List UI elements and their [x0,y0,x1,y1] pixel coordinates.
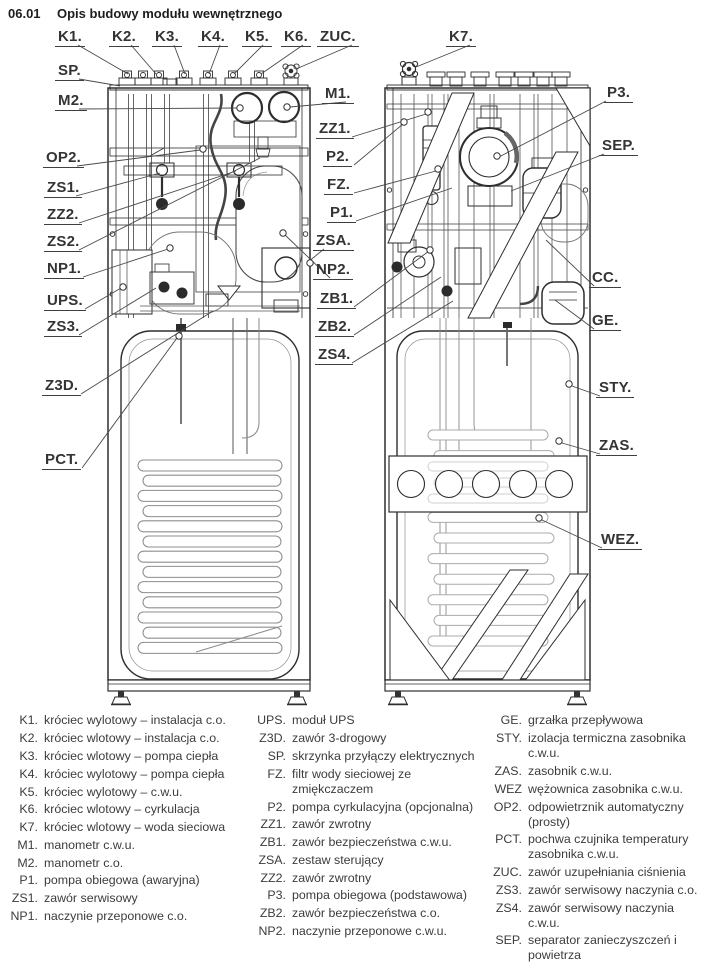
legend-abbr: NP1. [10,908,38,923]
coil-left [138,460,282,653]
legend-abbr: UPS. [257,713,286,728]
legend-column-2 [246,712,478,940]
legend-abbr: ZB2. [259,906,286,921]
legend-desc: zawór zwrotny [292,817,372,832]
legend-abbr: K7. [19,820,38,835]
legend-abbr: GE. [500,713,522,728]
legend-row [6,872,242,890]
tank-port-band [389,456,587,512]
legend-abbr: NP2. [258,923,286,938]
label-k4: K4. [198,28,228,47]
legend-desc: naczynie przeponowe c.w.u. [292,923,447,938]
legend-desc: króciec wylotowy – c.w.u. [44,784,183,799]
adjustable-foot [287,691,307,705]
legend-abbr: P3. [267,888,286,903]
legend-row [6,783,242,801]
legend-desc: zawór 3-drogowy [292,731,387,746]
label-p1: P1. [327,204,356,223]
expansion-vessel-np2 [236,166,302,282]
legend-row [480,780,704,798]
legend-desc: grzałka przepływowa [528,713,644,728]
legend-row [480,831,704,864]
legend-desc: króciec wylotowy – pompa ciepła [44,766,225,781]
label-sep: SEP. [599,137,638,156]
legend-row [246,816,478,834]
label-p2: P2. [323,148,352,167]
legend-abbr: ZS1. [11,891,38,906]
legend-row [246,887,478,905]
flow-heater-ge [542,282,584,324]
legend-desc: króciec wlotowy – pompa ciepła [44,748,219,763]
legend-desc: zawór bezpieczeństwa c.o. [292,906,441,921]
legend-row [6,890,242,908]
legend-abbr: FZ. [267,766,286,781]
label-k5: K5. [242,28,272,47]
legend-abbr: Z3D. [259,731,286,746]
label-np1: NP1. [44,260,84,279]
legend-desc: odpowietrznik automatyczny (prosty) [528,799,684,829]
label-op2: OP2. [43,149,84,168]
expansion-vessel-np1 [144,232,236,314]
legend-row [6,765,242,783]
legend-row [246,798,478,816]
legend-row [6,908,242,926]
label-ups: UPS. [44,292,86,311]
right-drawing-rear-view [385,61,590,704]
legend-abbr: ZB1. [259,835,286,850]
legend-row [246,905,478,923]
legend-desc: zawór bezpieczeństwa c.w.u. [292,835,452,850]
zuc-valve [283,64,299,85]
legend-abbr: ZS4. [495,900,522,915]
legend-abbr: P1. [19,873,38,888]
legend-abbr: OP2. [493,799,522,814]
legend-row [6,836,242,854]
legend-desc: moduł UPS [292,713,355,728]
legend-abbr: STY. [496,731,522,746]
label-m1: M1. [322,85,354,104]
label-k1: K1. [55,28,85,47]
legend-desc: filtr wody sieciowej ze zmiękczaczem [292,766,412,796]
legend-row [6,854,242,872]
label-cc: CC. [589,269,621,288]
service-valve-zs1 [150,163,174,210]
page-title: Opis budowy modułu wewnętrznego [57,6,283,21]
legend-row [480,798,704,831]
label-zb1: ZB1. [317,290,356,309]
legend-desc: króciec wylotowy – instalacja c.o. [44,713,226,728]
legend-desc: pompa obiegowa (podstawowa) [292,888,467,903]
legend-abbr: K4. [19,766,38,781]
legend-row [246,923,478,941]
legend-column-3 [480,712,704,965]
legend-desc: zawór uzupełniania ciśnienia [528,865,686,880]
legend-desc: manometr c.w.u. [44,837,135,852]
pump-p3 [460,106,518,206]
legend-desc: pompa cyrkulacyjna (opcjonalna) [292,799,474,814]
adjustable-foot [567,691,587,705]
label-p3: P3. [604,84,633,103]
legend-row [480,899,704,932]
label-m2: M2. [55,92,87,111]
legend-row [246,712,478,730]
legend-desc: zawór serwisowy naczynia c.w.u. [528,900,674,930]
legend-column-1 [6,712,242,925]
legend-desc: zawór zwrotny [292,870,372,885]
left-drawing-front-view [108,64,310,705]
k7-inlet-valve [400,61,417,85]
legend-abbr: K6. [19,802,38,817]
label-ge: GE. [589,312,621,331]
legend-desc: zawór serwisowy [44,891,138,906]
legend-row [6,801,242,819]
legend-row [480,730,704,763]
label-zs4: ZS4. [315,346,353,365]
label-sty: STY. [596,379,634,398]
legend-row [246,730,478,748]
legend-row [246,748,478,766]
label-k7: K7. [446,28,476,47]
label-pct: PCT. [42,451,81,470]
label-zs1: ZS1. [44,179,82,198]
legend-row [6,748,242,766]
adjustable-foot [388,691,408,705]
legend-row [246,851,478,869]
legend-abbr: ZZ1. [260,817,286,832]
legend-row [246,765,478,798]
legend-abbr: K5. [19,784,38,799]
legend-desc: króciec wlotowy – instalacja c.o. [44,731,220,746]
top-bolt-fittings [427,72,570,86]
label-np2: NP2. [313,261,353,280]
legend-row [480,864,704,882]
legend-abbr: M1. [17,837,38,852]
legend-row [480,763,704,781]
section-number: 06.01 [8,6,41,21]
legend-row [480,712,704,730]
legend-desc: zestaw sterujący [292,852,384,867]
label-zs2: ZS2. [44,233,82,252]
adjustable-foot [111,691,131,705]
label-fz: FZ. [324,176,353,195]
legend-row [246,869,478,887]
legend-abbr: SP. [267,748,286,763]
legend-desc: króciec wlotowy – cyrkulacja [44,802,200,817]
legend-abbr: M2. [17,855,38,870]
legend-abbr: P2. [267,799,286,814]
three-way-valve-z3d [218,286,240,300]
frame-braces-bottom [390,570,588,686]
label-wez: WEZ. [598,531,642,550]
legend-abbr: K2. [19,731,38,746]
legend-row [6,712,242,730]
legend-desc: separator zanieczyszczeń i powietrza [528,933,677,963]
label-zas: ZAS. [596,437,637,456]
legend-abbr: ZS3. [495,882,522,897]
top-connection-fittings [119,64,299,85]
legend-abbr: K1. [19,713,38,728]
label-k3: K3. [152,28,182,47]
ups-module-panel [112,250,152,314]
legend-abbr: K3. [19,748,38,763]
legend-desc: zawór serwisowy naczynia c.o. [528,882,698,897]
legend-row [246,834,478,852]
legend-abbr: ZSA. [258,852,286,867]
legend-desc: pochwa czujnika temperatury zasobnika c.w.u. [528,832,689,862]
label-zuc: ZUC. [317,28,359,47]
legend-desc: naczynie przeponowe c.o. [44,908,188,923]
legend-row [480,932,704,965]
legend-abbr: WEZ [494,781,522,796]
legend-desc: manometr c.o. [44,855,124,870]
legend-row [6,819,242,837]
legend-abbr: SEP. [495,933,522,948]
legend-abbr: ZZ2. [260,870,286,885]
label-zb2: ZB2. [315,318,354,337]
legend-abbr: PCT. [495,832,522,847]
legend-abbr: ZAS. [494,763,522,778]
label-zs3: ZS3. [44,318,82,337]
legend-desc: skrzynka przyłączy elektrycznych [292,748,475,763]
label-zsa: ZSA. [313,232,354,251]
label-zz1: ZZ1. [316,120,354,139]
legend-desc: pompa obiegowa (awaryjna) [44,873,200,888]
legend-row [480,881,704,899]
label-k2: K2. [109,28,139,47]
legend-abbr: ZUC. [493,865,522,880]
legend-desc: izolacja termiczna zasobnika c.w.u. [528,731,686,761]
legend-desc: wężownica zasobnika c.w.u. [528,781,683,796]
legend-row [6,730,242,748]
legend-desc: zasobnik c.w.u. [528,763,613,778]
label-sp: SP. [55,62,84,81]
label-zz2: ZZ2. [44,206,82,225]
label-z3d: Z3D. [42,377,81,396]
label-k6: K6. [281,28,311,47]
legend-desc: króciec wlotowy – woda sieciowa [44,820,226,835]
